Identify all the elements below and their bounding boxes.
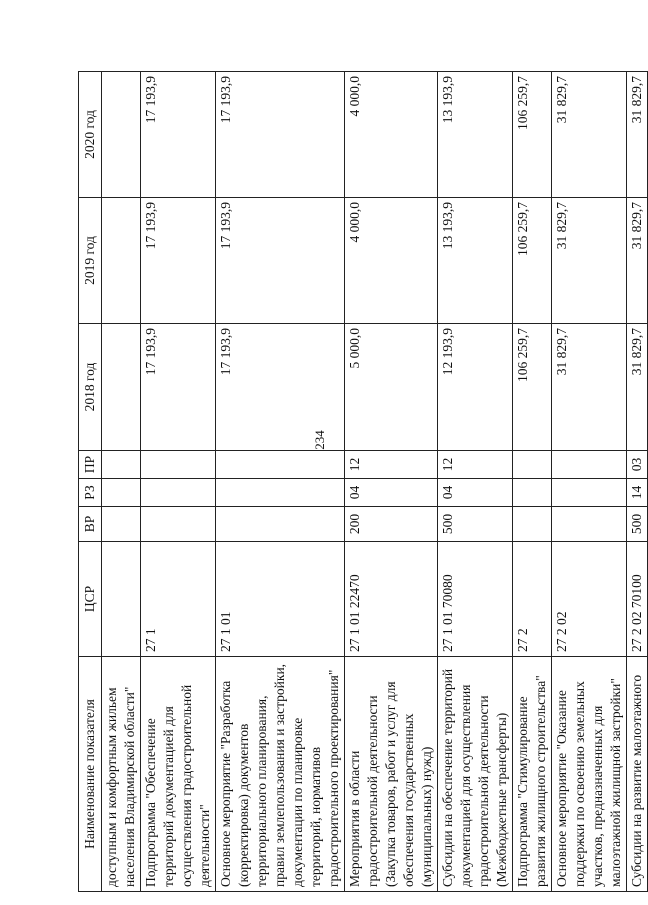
table-row	[102, 72, 141, 892]
header-2018: 2018 год	[79, 324, 102, 451]
cell-rz	[141, 479, 216, 507]
cell-pr	[552, 451, 627, 479]
cell-pr	[102, 451, 141, 479]
cell-rz: 04	[345, 479, 438, 507]
cell-csr: 27 1 01 70080	[438, 542, 513, 657]
cell-pr	[216, 451, 345, 479]
cell-pr	[513, 451, 552, 479]
cell-2020	[102, 72, 141, 198]
cell-2020: 13 193,9	[438, 72, 513, 198]
cell-2018: 31 829,7	[552, 324, 627, 451]
cell-name: Основное мероприятие "Оказание поддержки по освоению земельных участков, предназначенных для малоэтажной жилищной застройки"	[552, 657, 627, 892]
cell-2019: 17 193,9	[141, 198, 216, 324]
cell-rz	[102, 479, 141, 507]
cell-rz: 04	[438, 479, 513, 507]
cell-name: Подпрограмма "Обеспечение территорий документацией для осуществления градостроительной деятельности"	[141, 657, 216, 892]
table-row	[216, 72, 345, 892]
cell-name: доступным и комфортным жильем населения Владимирской области"	[102, 657, 141, 892]
cell-name: Основное мероприятие "Разработка (корректировка) документов территориального планирования, правил землепользования и застройки, документации по планировке территорий, нормативов градостроительного проектирования"	[216, 657, 345, 892]
header-pr: ПР	[79, 451, 102, 479]
cell-2020: 31 829,7	[552, 72, 627, 198]
table-row	[513, 72, 552, 892]
header-name: Наименование показателя	[79, 657, 102, 892]
cell-2020: 17 193,9	[141, 72, 216, 198]
cell-csr: 27 2 02 70100	[627, 542, 648, 657]
header-rz: РЗ	[79, 479, 102, 507]
cell-2020: 17 193,9	[216, 72, 345, 198]
cell-name: Мероприятия в области градостроительной деятельности (Закупка товаров, работ и услуг для обеспечения государственных (муниципальных) нужд)	[345, 657, 438, 892]
cell-vr	[513, 507, 552, 542]
cell-rz: 14	[627, 479, 648, 507]
cell-rz	[513, 479, 552, 507]
header-2020: 2020 год	[79, 72, 102, 198]
cell-pr: 12	[438, 451, 513, 479]
cell-2018: 31 829,7	[627, 324, 648, 451]
cell-vr	[216, 507, 345, 542]
cell-2020: 106 259,7	[513, 72, 552, 198]
cell-name: Субсидии на обеспечение территорий документацией для осуществления градостроительной деятельности (Межбюджетные трансферты)	[438, 657, 513, 892]
cell-2018: 106 259,7	[513, 324, 552, 451]
table-row	[627, 72, 648, 892]
cell-vr	[552, 507, 627, 542]
page-number: 234	[312, 430, 327, 450]
cell-vr	[141, 507, 216, 542]
cell-csr: 27 2	[513, 542, 552, 657]
cell-2018: 17 193,9	[141, 324, 216, 451]
header-2019: 2019 год	[79, 198, 102, 324]
cell-csr: 27 1 01 22470	[345, 542, 438, 657]
cell-2019: 13 193,9	[438, 198, 513, 324]
cell-2019: 106 259,7	[513, 198, 552, 324]
cell-vr	[102, 507, 141, 542]
cell-pr	[141, 451, 216, 479]
cell-2019: 17 193,9	[216, 198, 345, 324]
cell-csr: 27 1	[141, 542, 216, 657]
budget-table-rotated	[78, 72, 644, 892]
table-header-row	[79, 72, 102, 892]
cell-2018: 12 193,9	[438, 324, 513, 451]
budget-table	[78, 71, 648, 892]
cell-csr: 27 1 01	[216, 542, 345, 657]
header-csr: ЦСР	[79, 542, 102, 657]
cell-pr: 12	[345, 451, 438, 479]
cell-2019: 31 829,7	[627, 198, 648, 324]
table-row	[345, 72, 438, 892]
cell-2019: 4 000,0	[345, 198, 438, 324]
cell-2019	[102, 198, 141, 324]
cell-csr	[102, 542, 141, 657]
cell-2018: 5 000,0	[345, 324, 438, 451]
cell-vr: 500	[627, 507, 648, 542]
table-row	[438, 72, 513, 892]
cell-2020: 4 000,0	[345, 72, 438, 198]
cell-rz	[216, 479, 345, 507]
cell-name: Подпрограмма "Стимулирование развития жилищного строительства"	[513, 657, 552, 892]
cell-rz	[552, 479, 627, 507]
cell-csr: 27 2 02	[552, 542, 627, 657]
cell-vr: 200	[345, 507, 438, 542]
cell-name: Субсидии на развитие малоэтажного	[627, 657, 648, 892]
cell-2018	[102, 324, 141, 451]
table-row	[552, 72, 627, 892]
table-row	[141, 72, 216, 892]
cell-vr: 500	[438, 507, 513, 542]
cell-2018: 17 193,9	[216, 324, 345, 451]
cell-2019: 31 829,7	[552, 198, 627, 324]
header-vr: ВР	[79, 507, 102, 542]
cell-2020: 31 829,7	[627, 72, 648, 198]
cell-pr: 03	[627, 451, 648, 479]
